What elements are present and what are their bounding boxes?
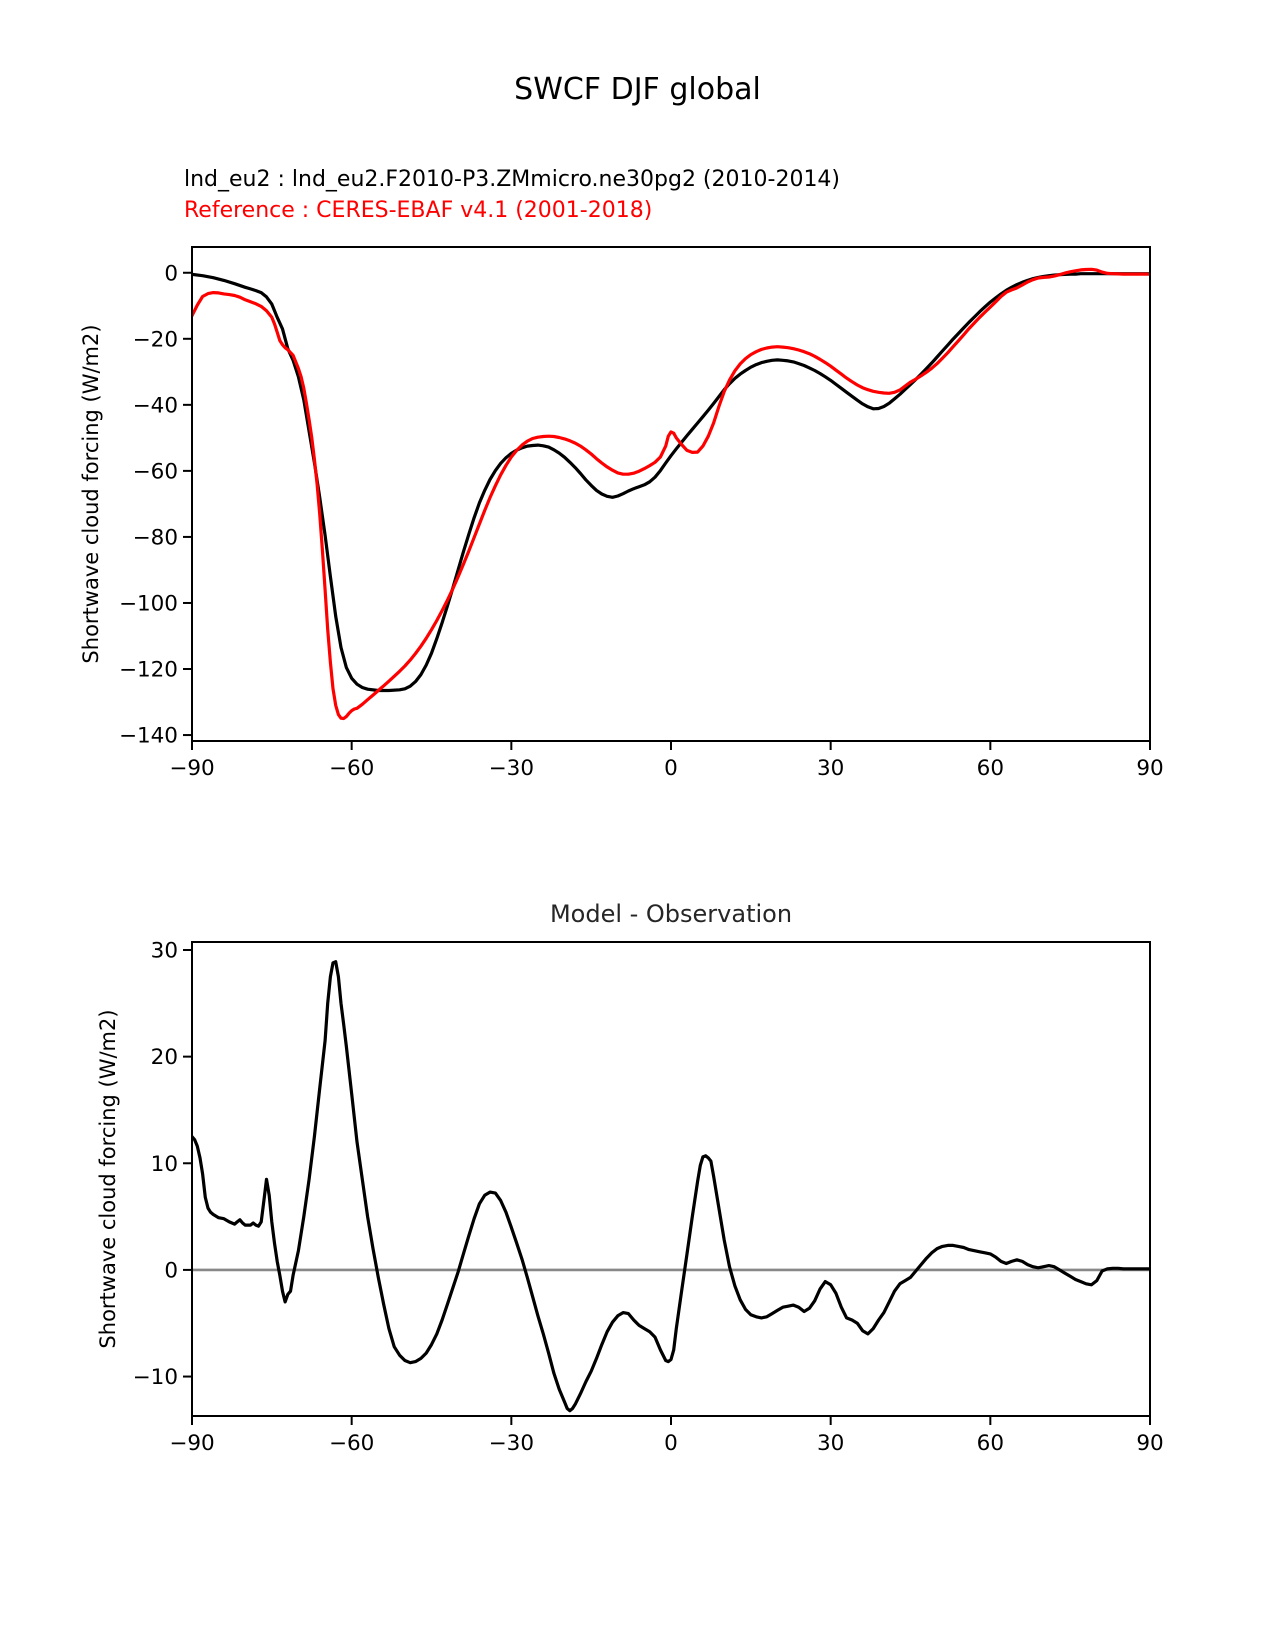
- chart-panel-1: [133, 938, 1164, 1456]
- legend-item-reference: Reference : CERES-EBAF v4.1 (2001-2018): [184, 198, 653, 223]
- y-tick-label: −140: [118, 723, 178, 749]
- y-tick-label: 10: [150, 1151, 178, 1177]
- x-tick-label: 60: [976, 1431, 1005, 1456]
- y-tick-label: −100: [118, 591, 178, 617]
- x-tick-label: 0: [664, 756, 678, 781]
- y-axis-ticks: [119, 261, 192, 748]
- y-tick-label: 0: [164, 261, 178, 287]
- y-tick-label: 0: [164, 1258, 178, 1284]
- series-line-1-0: [192, 962, 1150, 1411]
- bottom-y-axis-label: Shortwave cloud forcing (W/m2): [96, 1009, 120, 1349]
- legend-item-model: lnd_eu2 : lnd_eu2.F2010-P3.ZMmicro.ne30pg2 (2010-2014): [184, 167, 841, 192]
- series-line-0-1: [192, 269, 1150, 718]
- x-tick-label: 90: [1136, 1431, 1164, 1456]
- y-tick-label: −20: [132, 327, 178, 353]
- top-y-axis-label: Shortwave cloud forcing (W/m2): [79, 324, 103, 664]
- figure-title: SWCF DJF global: [514, 72, 761, 107]
- x-tick-label: 90: [1136, 756, 1164, 781]
- x-tick-label: −90: [169, 756, 215, 781]
- x-axis-ticks: [169, 1416, 1163, 1456]
- y-tick-label: −40: [132, 393, 178, 419]
- x-tick-label: 30: [816, 1431, 845, 1456]
- y-tick-label: 30: [150, 938, 178, 964]
- x-tick-label: −60: [328, 1431, 375, 1456]
- y-axis-ticks: [133, 938, 192, 1390]
- x-tick-label: −60: [328, 756, 375, 781]
- x-tick-label: −30: [488, 756, 535, 781]
- axes-frame: [192, 247, 1150, 741]
- y-tick-label: 20: [150, 1045, 178, 1071]
- x-tick-label: −30: [488, 1431, 535, 1456]
- chart-panel-0: [119, 247, 1164, 781]
- bottom-chart-title: Model - Observation: [549, 900, 793, 928]
- x-tick-label: 30: [816, 756, 845, 781]
- y-tick-label: −10: [132, 1365, 178, 1391]
- x-tick-label: 0: [664, 1431, 678, 1456]
- x-axis-ticks: [169, 741, 1163, 781]
- x-tick-label: 60: [976, 756, 1005, 781]
- y-tick-label: −80: [132, 525, 178, 551]
- y-tick-label: −120: [118, 657, 178, 683]
- y-tick-label: −60: [132, 459, 178, 485]
- series-line-0-0: [192, 274, 1150, 691]
- x-tick-label: −90: [169, 1431, 215, 1456]
- axes-frame: [192, 942, 1150, 1416]
